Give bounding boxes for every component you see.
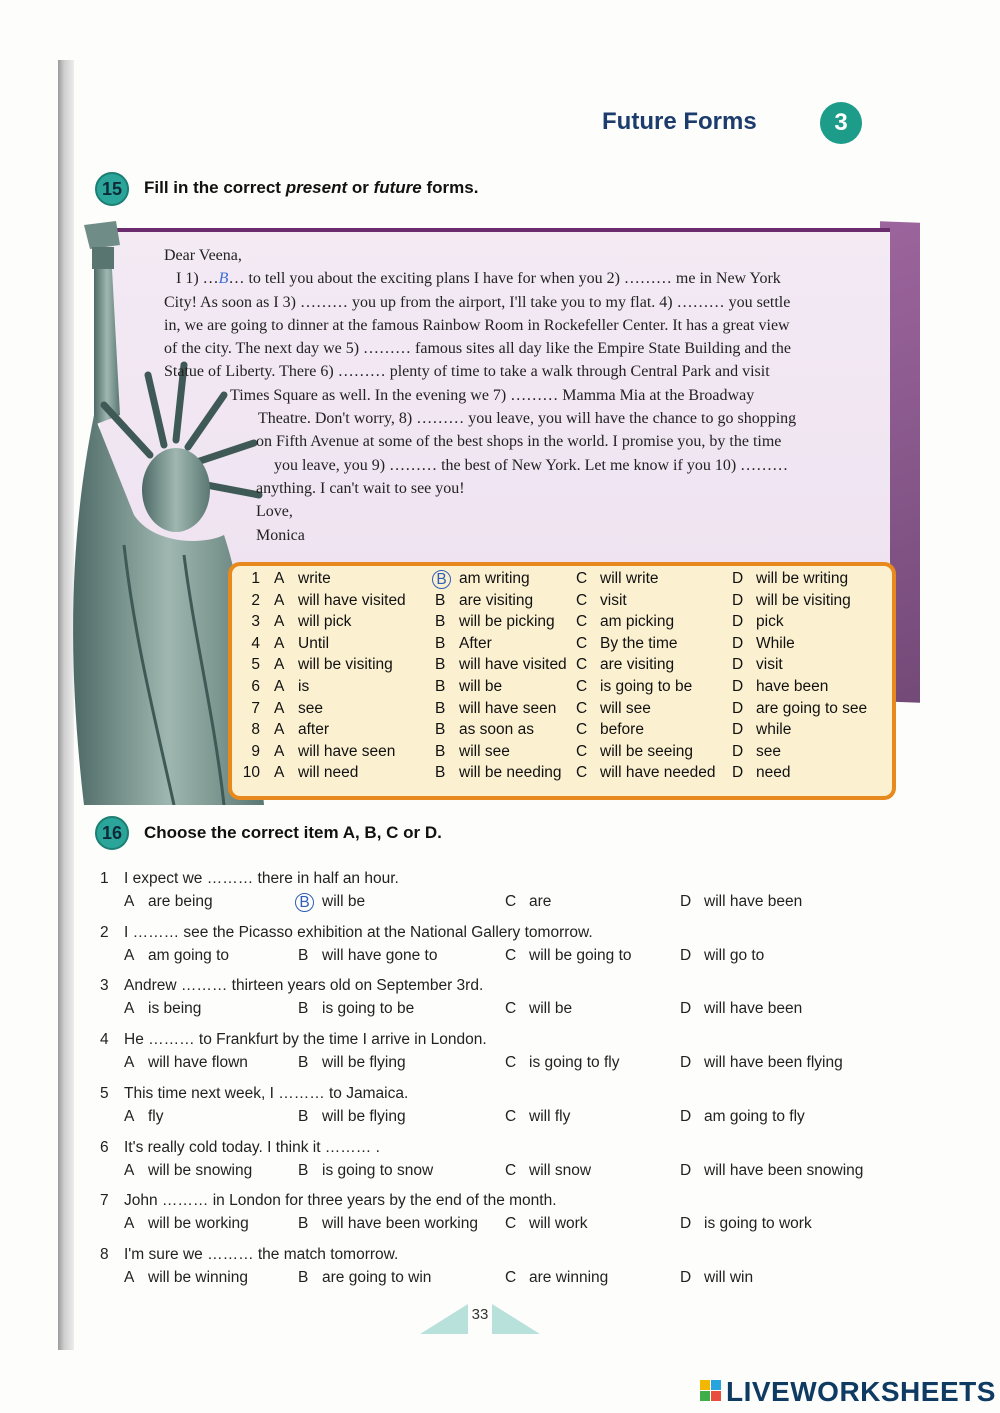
option-c[interactable]: is going to be	[600, 678, 693, 695]
option-row	[232, 700, 892, 722]
option-letter-c: C	[505, 1054, 517, 1072]
letter-line: Times Square as well. In the evening we 7) ……… Mamma Mia at the Broadway	[230, 386, 755, 404]
question-stem: He ……… to Frankfurt by the time I arrive in London.	[124, 1031, 487, 1049]
option-d[interactable]: will go to	[704, 946, 765, 964]
option-c[interactable]: before	[600, 721, 644, 739]
option-letter-c: C	[576, 613, 588, 631]
option-c[interactable]: will write	[600, 570, 659, 587]
letter-line: anything. I can't wait to see you!	[256, 479, 465, 497]
question-stem: This time next week, I ……… to Jamaica.	[124, 1084, 409, 1102]
option-b[interactable]: will be flying	[322, 1054, 406, 1072]
option-letter-d: D	[732, 721, 744, 739]
question-stem: Andrew ……… thirteen years old on September 3rd.	[124, 977, 484, 995]
question-stem: John ……… in London for three years by the end of the month.	[124, 1192, 557, 1210]
selected-answer-circle[interactable]: B	[432, 570, 451, 589]
option-d[interactable]: will have been	[704, 1000, 803, 1018]
option-d[interactable]: will have been flying	[704, 1054, 843, 1072]
option-a[interactable]: will have flown	[148, 1054, 248, 1072]
option-letter-a: A	[274, 699, 285, 717]
letter-line: in, we are going to dinner at the famous Rainbow Room in Rockefeller Center. It has a great view	[164, 316, 790, 334]
title-emphasis-present: present	[285, 178, 348, 197]
option-number: 2	[251, 591, 260, 609]
option-c[interactable]: visit	[600, 591, 627, 609]
option-b[interactable]: will see	[459, 742, 510, 760]
option-number: 6	[251, 678, 260, 695]
option-c[interactable]: will have needed	[600, 764, 716, 782]
option-d[interactable]: will be visiting	[756, 591, 851, 609]
option-a[interactable]: will be winning	[148, 1268, 248, 1286]
option-c[interactable]: are	[529, 893, 552, 910]
option-c[interactable]: am picking	[600, 613, 675, 631]
letter-line: on Fifth Avenue at some of the best shops in the world. I promise you, by the time	[256, 433, 782, 451]
option-letter-d: D	[732, 591, 744, 609]
option-letter-d: D	[732, 764, 744, 782]
option-a[interactable]: will be snowing	[148, 1161, 253, 1179]
option-letter-c: C	[576, 656, 588, 674]
option-letter-c: C	[505, 1107, 517, 1125]
option-b[interactable]: will be	[322, 893, 366, 910]
option-d[interactable]: are going to see	[756, 699, 868, 717]
option-letter-a: A	[274, 570, 285, 587]
option-row	[232, 613, 892, 635]
question-number: 2	[100, 923, 109, 941]
option-letter-d: D	[680, 1054, 692, 1072]
option-c[interactable]: will be going to	[529, 946, 632, 964]
option-a[interactable]: will have visited	[298, 591, 406, 609]
option-b[interactable]: will be needing	[459, 764, 562, 782]
option-letter-b: B	[298, 946, 309, 964]
selected-answer-circle[interactable]: B	[295, 893, 314, 912]
option-letter-c: C	[576, 699, 588, 717]
option-b[interactable]: is going to snow	[322, 1161, 434, 1179]
question-stem: I ……… see the Picasso exhibition at the National Gallery tomorrow.	[124, 923, 593, 941]
letter-line: of the city. The next day we 5) ……… famous sites all day like the Empire State Building and the	[164, 340, 791, 358]
letter-line: City! As soon as I 3) ……… you up from the airport, I'll take you to my flat. 4) ……… you settle	[164, 293, 791, 311]
option-letter-b: B	[435, 678, 446, 695]
option-a[interactable]: will pick	[298, 613, 352, 631]
option-c[interactable]: is going to fly	[529, 1054, 620, 1072]
option-a[interactable]: will need	[298, 764, 359, 782]
option-letter-d: D	[732, 570, 744, 587]
option-a[interactable]: will be working	[148, 1215, 249, 1233]
option-letter-b: B	[298, 1000, 309, 1018]
option-letter-a: A	[124, 1107, 135, 1125]
option-number: 1	[251, 570, 260, 587]
option-letter-c: C	[505, 1268, 517, 1286]
option-b[interactable]: After	[459, 634, 492, 652]
option-b[interactable]: will be flying	[322, 1107, 406, 1125]
letter-line: Love,	[256, 503, 293, 521]
option-d[interactable]: visit	[756, 656, 783, 674]
option-b[interactable]: is going to be	[322, 1000, 415, 1018]
option-letter-c: C	[505, 1161, 517, 1179]
exercise-15-badge: 15	[95, 172, 129, 206]
option-a[interactable]: will have seen	[298, 742, 396, 760]
option-c[interactable]: will see	[600, 699, 651, 717]
option-letter-d: D	[732, 699, 744, 717]
option-letter-a: A	[274, 764, 285, 782]
exercise-16-title: Choose the correct item A, B, C or D.	[144, 823, 442, 842]
option-letter-b: B	[435, 699, 446, 717]
option-c[interactable]: are winning	[529, 1268, 609, 1286]
option-letter-c: C	[576, 634, 588, 652]
option-number: 7	[251, 699, 260, 717]
option-letter-d: D	[680, 1215, 692, 1233]
option-letter-c: C	[576, 591, 588, 609]
title-text: or	[347, 178, 374, 197]
page-number-tab	[420, 1296, 540, 1336]
handwritten-answer[interactable]: B	[218, 270, 229, 288]
letter-line: Theatre. Don't worry, 8) ……… you leave, you will have the chance to go shopping	[258, 410, 797, 428]
option-letter-a: A	[274, 634, 285, 652]
option-c[interactable]: will snow	[529, 1161, 592, 1179]
option-letter-b: B	[435, 764, 446, 782]
option-letter-b: B	[435, 613, 446, 631]
question-number: 3	[100, 977, 109, 995]
option-letter-a: A	[274, 656, 285, 674]
letter-line-text: … to tell you about the exciting plans I have for when you 2) ……… me in New York	[228, 270, 781, 288]
option-letter-b: B	[435, 634, 446, 652]
option-letter-b: B	[298, 1054, 309, 1072]
option-d[interactable]: am going to fly	[704, 1107, 805, 1125]
option-a[interactable]: is	[298, 678, 310, 695]
option-d[interactable]: While	[756, 634, 795, 652]
option-row	[232, 570, 892, 592]
option-letter-a: A	[274, 742, 285, 760]
option-c[interactable]: will be seeing	[600, 742, 694, 760]
option-c[interactable]: will work	[529, 1215, 588, 1233]
option-letter-c: C	[576, 678, 588, 695]
option-letter-d: D	[680, 946, 692, 964]
option-d[interactable]: while	[756, 721, 792, 739]
option-row	[232, 678, 892, 700]
option-d[interactable]: will have been snowing	[704, 1161, 864, 1179]
option-d[interactable]: need	[756, 764, 791, 782]
question-stem: I expect we ……… there in half an hour.	[124, 870, 399, 887]
option-number: 9	[251, 742, 260, 760]
option-letter-d: D	[680, 1161, 692, 1179]
option-a[interactable]: are being	[148, 893, 213, 910]
option-letter-c: C	[576, 764, 588, 782]
option-b[interactable]: will be picking	[459, 613, 555, 631]
question-number: 1	[100, 870, 109, 887]
question-number: 8	[100, 1245, 109, 1263]
option-row	[232, 764, 892, 786]
option-letter-a: A	[124, 1054, 135, 1072]
option-a[interactable]: am going to	[148, 946, 229, 964]
option-number: 8	[251, 721, 260, 739]
question-stem: It's really cold today. I think it ……… .	[124, 1138, 380, 1156]
option-letter-a: A	[124, 1268, 135, 1286]
option-letter-b: B	[435, 591, 446, 609]
option-letter-b: B	[298, 1215, 309, 1233]
option-letter-b	[435, 570, 451, 589]
option-letter-d: D	[680, 1107, 692, 1125]
question-number: 5	[100, 1084, 109, 1102]
option-c[interactable]: are visiting	[600, 656, 675, 674]
option-d[interactable]: see	[756, 742, 781, 760]
letter-line: Statue of Liberty. There 6) ……… plenty of time to take a walk through Central Park and visit	[164, 363, 770, 381]
unit-number-badge: 3	[820, 102, 862, 144]
option-number: 5	[251, 656, 260, 674]
option-letter-d: D	[732, 656, 744, 674]
option-letter-a: A	[124, 946, 135, 964]
option-b[interactable]: as soon as	[459, 721, 534, 739]
option-c[interactable]: By the time	[600, 634, 678, 652]
option-letter-a: A	[274, 678, 285, 695]
option-letter-a: A	[124, 893, 135, 910]
option-letter-d: D	[680, 1000, 692, 1018]
option-row	[232, 635, 892, 657]
option-number: 10	[242, 764, 260, 782]
option-b[interactable]: am writing	[459, 570, 530, 587]
option-a[interactable]: write	[298, 570, 331, 587]
option-d[interactable]: is going to work	[704, 1215, 812, 1233]
option-letter-c: C	[576, 721, 588, 739]
option-letter-d: D	[732, 678, 744, 695]
option-letter-c: C	[505, 946, 517, 964]
option-b[interactable]: will have visited	[459, 656, 567, 674]
letter-line: Monica	[256, 526, 305, 544]
option-d[interactable]: pick	[756, 613, 784, 631]
question-stem: I'm sure we ……… the match tomorrow.	[124, 1245, 399, 1263]
option-letter-d: D	[680, 893, 692, 910]
option-row	[232, 592, 892, 614]
letter-line: I 1) …B… to tell you about the exciting plans I have for when you 2) ……… me in New York	[164, 270, 781, 288]
option-d[interactable]: have been	[756, 678, 829, 695]
option-d[interactable]: will have been	[704, 893, 803, 910]
liveworksheets-logo[interactable]	[700, 1376, 996, 1408]
option-letter-b: B	[435, 721, 446, 739]
option-letter-b: B	[298, 1268, 309, 1286]
page-title: Future Forms	[602, 108, 757, 135]
option-letter-c: C	[505, 1215, 517, 1233]
logo-mark-icon	[700, 1380, 722, 1402]
letter-text	[164, 244, 844, 547]
question-number: 7	[100, 1192, 109, 1210]
option-letter-a: A	[124, 1000, 135, 1018]
option-letter-b: B	[435, 742, 446, 760]
option-letter-c: C	[505, 1000, 517, 1018]
letter-line: Dear Veena,	[164, 247, 242, 264]
exercise-15-title	[144, 178, 478, 198]
option-letter-b	[298, 893, 314, 912]
option-b[interactable]: are visiting	[459, 591, 534, 609]
page-number: 33	[471, 1306, 489, 1323]
option-d[interactable]: will win	[704, 1268, 754, 1286]
option-row	[232, 656, 892, 678]
exercise-16-badge: 16	[95, 816, 129, 850]
option-b[interactable]: are going to win	[322, 1268, 432, 1286]
option-letter-a: A	[124, 1161, 135, 1179]
option-b[interactable]: will have been working	[322, 1215, 478, 1233]
option-d[interactable]: will be writing	[756, 570, 849, 587]
option-letter-d: D	[732, 634, 744, 652]
option-a[interactable]: fly	[148, 1107, 164, 1125]
option-a[interactable]: Until	[298, 634, 330, 652]
option-letter-c: C	[576, 742, 588, 760]
option-letter-b: B	[298, 1107, 309, 1125]
option-a[interactable]: see	[298, 699, 323, 717]
option-b[interactable]: will have gone to	[322, 946, 438, 964]
option-letter-d: D	[680, 1268, 692, 1286]
letter-line: you leave, you 9) ……… the best of New York. Let me know if you 10) ………	[274, 456, 789, 474]
option-letter-c: C	[505, 893, 517, 910]
question-number: 4	[100, 1031, 109, 1049]
option-row	[232, 721, 892, 743]
question-number: 6	[100, 1138, 109, 1156]
option-letter-b: B	[435, 656, 446, 674]
option-c[interactable]: will be	[529, 1000, 573, 1018]
option-a[interactable]: after	[298, 721, 330, 739]
option-a[interactable]: will be visiting	[298, 656, 393, 674]
option-c[interactable]: will fly	[529, 1107, 571, 1125]
title-text: forms.	[421, 178, 479, 197]
option-a[interactable]: is being	[148, 1000, 202, 1018]
option-row	[232, 743, 892, 765]
option-b[interactable]: will have seen	[459, 699, 557, 717]
option-letter-a: A	[274, 721, 285, 739]
option-letter-b: B	[298, 1161, 309, 1179]
option-b[interactable]: will be	[459, 678, 503, 695]
title-emphasis-future: future	[373, 178, 422, 197]
option-letter-a: A	[124, 1215, 135, 1233]
option-letter-a: A	[274, 591, 285, 609]
option-letter-a: A	[274, 613, 285, 631]
option-number: 3	[251, 613, 260, 631]
option-number: 4	[251, 634, 260, 652]
logo-text: LIVEWORKSHEETS	[726, 1376, 996, 1407]
option-letter-d: D	[732, 742, 744, 760]
exercise-15-options-box	[228, 562, 896, 800]
option-letter-c: C	[576, 570, 588, 587]
option-letter-d: D	[732, 613, 744, 631]
title-text: Fill in the correct	[144, 178, 286, 197]
